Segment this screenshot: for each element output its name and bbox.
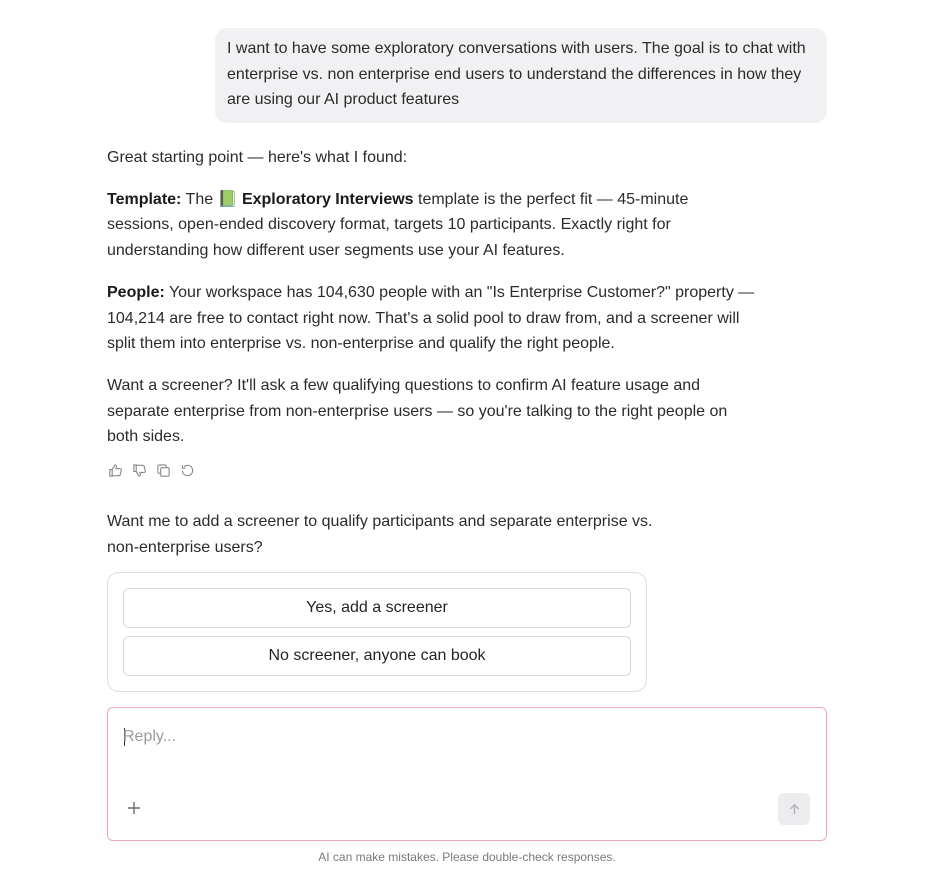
send-button[interactable]	[778, 793, 810, 825]
people-paragraph	[107, 280, 757, 357]
add-attachment-icon[interactable]	[124, 798, 144, 818]
template-pre-text: The	[181, 190, 218, 208]
template-name: Exploratory Interviews	[241, 190, 414, 208]
user-message-bubble	[215, 28, 827, 123]
people-description: Your workspace has 104,630 people with an "Is Enterprise Customer?" property — 104,214 are free to contact right now. That's a solid pool to draw from, and a screener will split them into enterprise vs. non-enterprise and qualify the right people.	[107, 283, 755, 353]
template-paragraph	[107, 187, 757, 264]
template-description: template is the perfect fit — 45-minute sessions, open-ended discovery format, targets 10 participants. Exactly right for understanding how different user segments use your AI features.	[107, 190, 689, 260]
yes-add-screener-button[interactable]: Yes, add a screener	[123, 588, 631, 628]
assistant-question: Want me to add a screener to qualify participants and separate enterprise vs. non-enterprise users?	[107, 513, 653, 556]
reply-composer	[107, 707, 827, 841]
thumbs-down-icon[interactable]	[131, 462, 147, 478]
people-label: People:	[107, 283, 165, 301]
assistant-intro: Great starting point — here's what I found:	[107, 149, 408, 166]
template-label: Template:	[107, 190, 182, 208]
arrow-up-icon	[787, 802, 802, 817]
retry-icon[interactable]	[179, 462, 195, 478]
options-card	[107, 572, 647, 692]
disclaimer-text: AI can make mistakes. Please double-check responses.	[318, 850, 616, 864]
message-actions	[107, 462, 195, 478]
thumbs-up-icon[interactable]	[107, 462, 123, 478]
screener-paragraph: Want a screener? It'll ask a few qualifying questions to confirm AI feature usage and separate enterprise from non-enterprise users — so you're talking to the right people on both sides.	[107, 376, 728, 446]
copy-icon[interactable]	[155, 462, 171, 478]
assistant-message	[107, 145, 757, 466]
no-screener-button[interactable]: No screener, anyone can book	[123, 636, 631, 676]
reply-input[interactable]	[123, 724, 803, 750]
book-emoji-icon: 📗	[217, 190, 238, 208]
user-message-text: I want to have some exploratory conversations with users. The goal is to chat with enterprise vs. non enterprise end users to understand the differences in how they are using our AI product features	[227, 40, 806, 108]
